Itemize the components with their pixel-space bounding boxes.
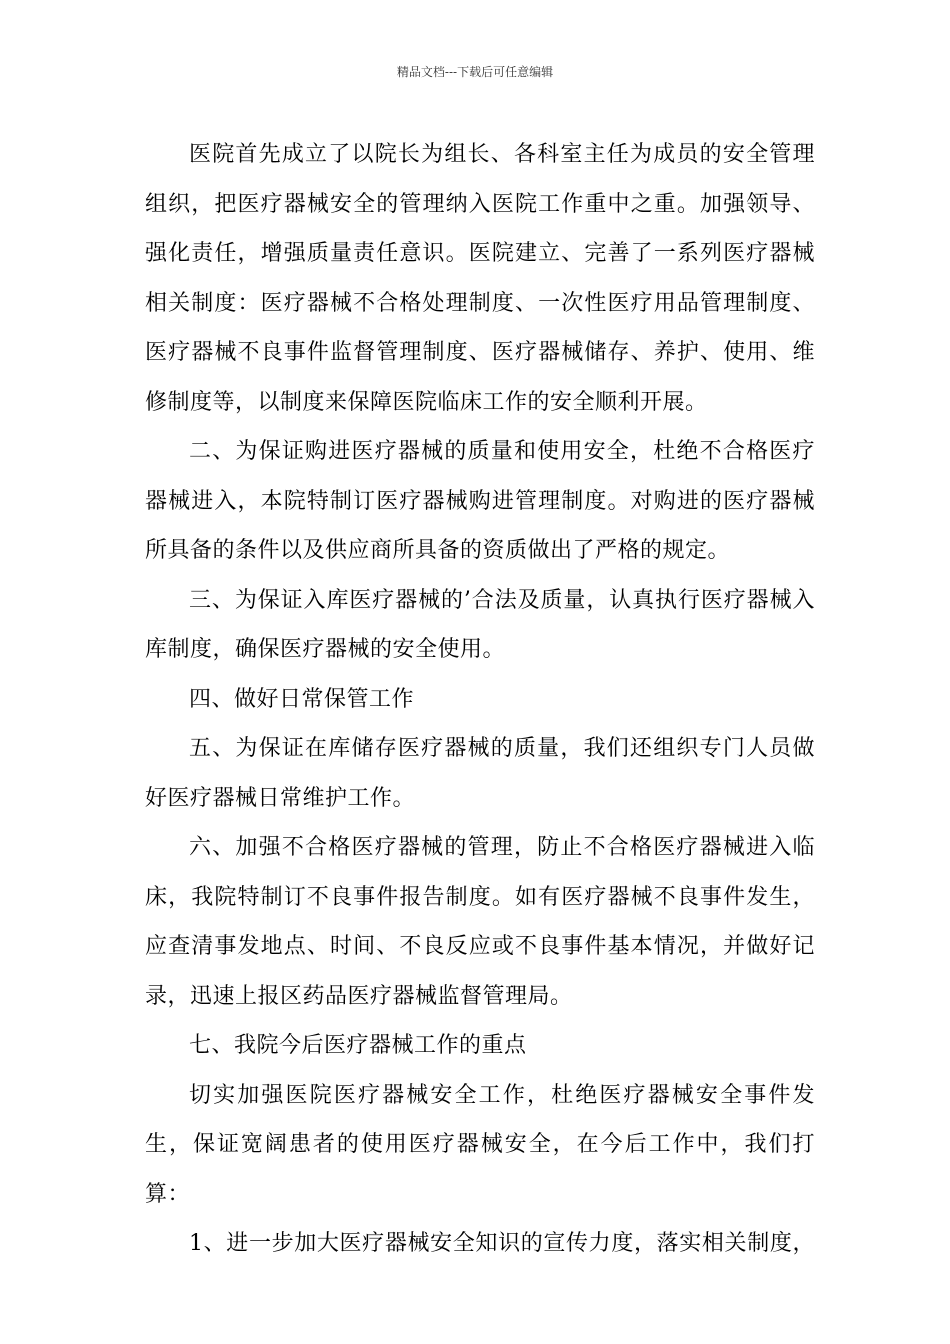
paragraph-safety-organization: 医院首先成立了以院长为组长、各科室主任为成员的安全管理组织，把医疗器械安全的管理纳入医院工作重中之重。加强领导、强化责任，增强质量责任意识。医院建立、完善了一系列医疗器械相关制度：医疗器械不合格处理制度、一次性医疗用品管理制度、医疗器械不良事件监督管理制度、医疗器械储存、养护、使用、维修制度等，以制度来保障医院临床工作的安全顺利开展。: [145, 142, 815, 415]
paragraph-plans-intro: 切实加强医院医疗器械安全工作，杜绝医疗器械安全事件发生，保证宽阔患者的使用医疗器械安全，在今后工作中，我们打算：: [145, 1082, 815, 1207]
paragraph-warehousing: 三、为保证入库医疗器械的’合法及质量，认真执行医疗器械入库制度，确保医疗器械的安全使用。: [145, 587, 815, 662]
paragraph-plan-item-1: 1、进一步加大医疗器械安全知识的宣传力度，落实相关制度，: [189, 1231, 815, 1256]
page-header: 精品文档---下载后可任意编辑: [396, 65, 554, 79]
paragraph-future-focus: 七、我院今后医疗器械工作的重点: [189, 1033, 527, 1058]
paragraph-maintenance: 五、为保证在库储存医疗器械的质量，我们还组织专门人员做好医疗器械日常维护工作。: [145, 736, 815, 811]
paragraph-daily-custody: 四、做好日常保管工作: [189, 686, 415, 712]
paragraph-procurement: 二、为保证购进医疗器械的质量和使用安全，杜绝不合格医疗器械进入，本院特制订医疗器械购进管理制度。对购进的医疗器械所具备的条件以及供应商所具备的资质做出了严格的规定。: [145, 439, 815, 563]
paragraph-adverse-events: 六、加强不合格医疗器械的管理，防止不合格医疗器械进入临床，我院特制订不良事件报告制度。如有医疗器械不良事件发生，应查清事发地点、时间、不良反应或不良事件基本情况，并做好记录，迅速上报区药品医疗器械监督管理局。: [145, 835, 815, 1009]
document-body: [145, 130, 815, 1269]
